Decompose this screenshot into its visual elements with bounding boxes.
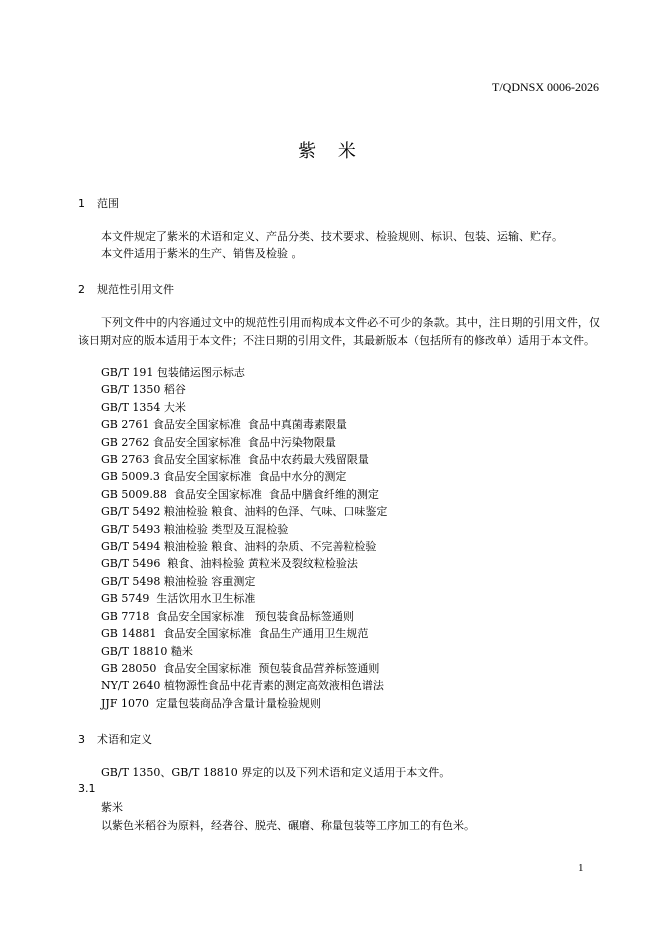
references-intro-paragraph: 下列文件中的内容通过文中的规范性引用而构成本文件必不可少的条款。其中，注日期的引用文件，仅该日期对应的版本适用于本文件；不注日期的引用文件，其最新版本（包括所有的修改单）适用于本文件。 bbox=[78, 316, 600, 347]
reference-item: GB 14881 食品安全国家标准 食品生产通用卫生规范 bbox=[101, 627, 369, 641]
section-title: 术语和定义 bbox=[97, 733, 152, 746]
standard-code: T/QDNSX 0006-2026 bbox=[492, 80, 599, 94]
section-heading-terms-definitions bbox=[78, 731, 152, 747]
reference-item: GB 28050 食品安全国家标准 预包装食品营养标签通则 bbox=[101, 661, 380, 675]
reference-item: JJF 1070 定量包装商品净含量计量检验规则 bbox=[101, 696, 321, 710]
reference-item: GB 2762 食品安全国家标准 食品中污染物限量 bbox=[101, 435, 336, 449]
reference-item: GB/T 5494 粮油检验 粮食、油料的杂质、不完善粒检验 bbox=[101, 540, 377, 554]
reference-item: GB/T 5493 粮油检验 类型及互混检验 bbox=[101, 522, 289, 536]
section-number: 2 bbox=[78, 283, 85, 296]
section-number: 1 bbox=[78, 197, 85, 210]
reference-item: GB/T 5496 粮食、油料检验 黄粒米及裂纹粒检验法 bbox=[101, 557, 358, 571]
reference-item: GB/T 5492 粮油检验 粮食、油料的色泽、气味、口味鉴定 bbox=[101, 505, 388, 519]
section-number: 3 bbox=[78, 733, 85, 746]
reference-item: GB 5009.3 食品安全国家标准 食品中水分的测定 bbox=[101, 470, 347, 484]
reference-item: GB 7718 食品安全国家标准 预包装食品标签通则 bbox=[101, 609, 354, 623]
reference-item: GB 5009.88 食品安全国家标准 食品中膳食纤维的测定 bbox=[101, 487, 379, 501]
term-name: 紫米 bbox=[101, 801, 123, 814]
clause-number: 3.1 bbox=[78, 782, 96, 795]
scope-paragraph-2: 本文件适用于紫米的生产、销售及检验 。 bbox=[101, 247, 303, 260]
reference-item: GB 2763 食品安全国家标准 食品中农药最大残留限量 bbox=[101, 453, 369, 467]
document-title: 紫 米 bbox=[298, 141, 364, 162]
reference-item: GB 5749 生活饮用水卫生标准 bbox=[101, 592, 256, 606]
reference-item: GB/T 5498 粮油检验 容重测定 bbox=[101, 574, 256, 588]
section-heading-normative-references bbox=[78, 281, 174, 297]
term-definition: 以紫色米稻谷为原料，经砻谷、脱壳、碾磨、称量包装等工序加工的有色米。 bbox=[101, 819, 475, 832]
section-title: 规范性引用文件 bbox=[97, 283, 174, 296]
reference-item: GB/T 18810 糙米 bbox=[101, 644, 193, 658]
section-heading-scope bbox=[78, 195, 119, 211]
page-number: 1 bbox=[578, 862, 584, 874]
reference-item: GB/T 1354 大米 bbox=[101, 400, 186, 414]
section-title: 范围 bbox=[97, 197, 119, 210]
terms-intro-paragraph: GB/T 1350、GB/T 18810 界定的以及下列术语和定义适用于本文件。 bbox=[101, 766, 451, 779]
scope-paragraph-1: 本文件规定了紫米的术语和定义、产品分类、技术要求、检验规则、标识、包装、运输、贮存。 bbox=[101, 230, 563, 243]
reference-item: NY/T 2640 植物源性食品中花青素的测定高效液相色谱法 bbox=[101, 679, 384, 693]
reference-list bbox=[101, 364, 387, 712]
reference-item: GB 2761 食品安全国家标准 食品中真菌毒素限量 bbox=[101, 418, 347, 432]
reference-item: GB/T 1350 稻谷 bbox=[101, 383, 186, 397]
reference-item: GB/T 191 包装储运图示标志 bbox=[101, 366, 245, 379]
